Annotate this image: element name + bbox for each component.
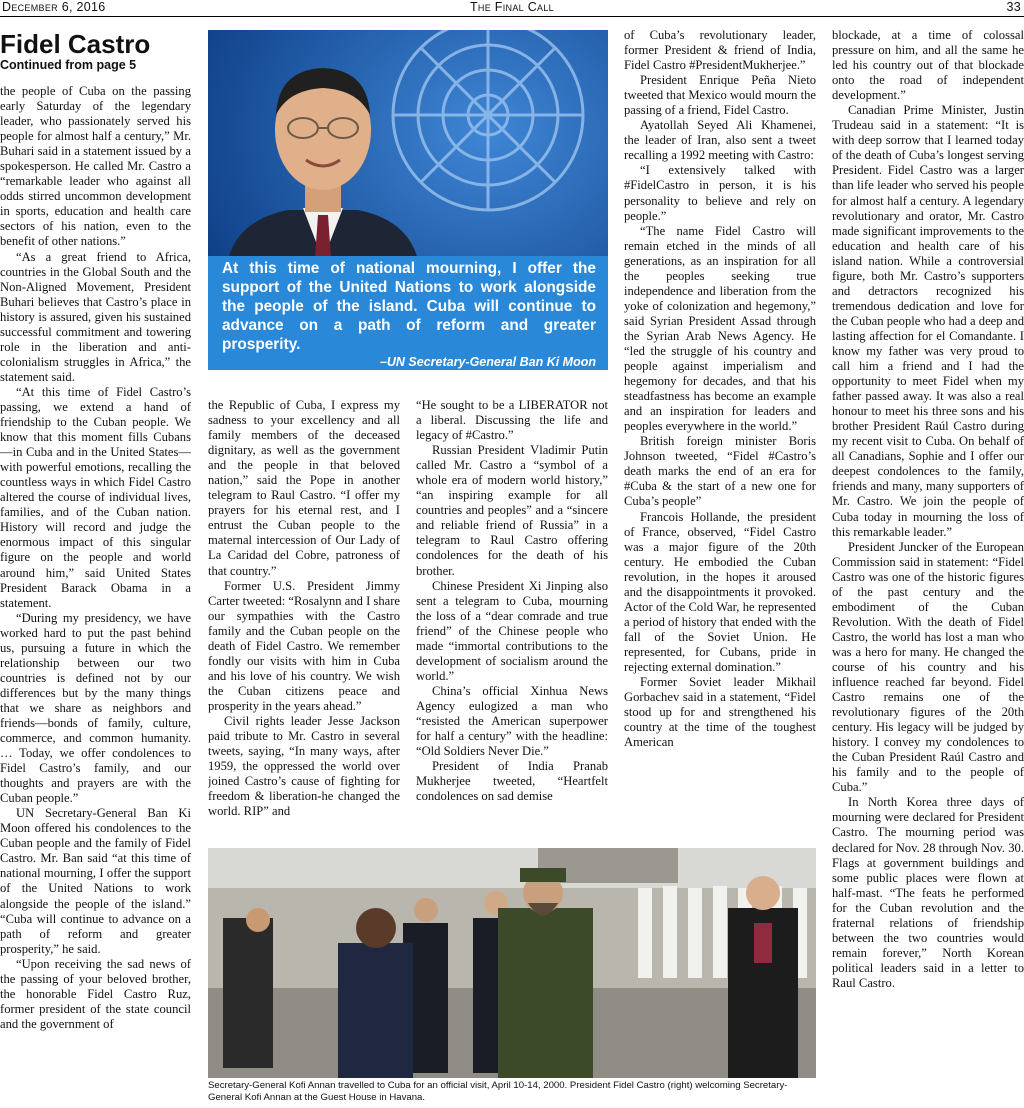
paragraph: “The name Fidel Castro will remain etched in the minds of all generations, as an inspiration for all the peoples seeking true independence and liberation from the yoke of colonization and hegemony,” said Syrian President Assad through the Syrian Arab News Agency. He “led the struggle of his country and people against imperialism and hegemony for decades, and that his steadfastness has become an example and an inspiration for leaders and peoples everywhere in the world.” bbox=[624, 223, 816, 434]
paragraph: “As a great friend to Africa, countries in the Global South and the Non-Aligned Movement, President Buhari believes that Castro’s place in history is assured, given his sustained successful commitment and towering role in the liberation and anti-colonialism struggles in Africa,” the statement said. bbox=[0, 249, 191, 384]
article-column-1 bbox=[0, 84, 191, 1108]
paragraph: Ayatollah Seyed Ali Khamenei, the leader of Iran, also sent a tweet recalling a 1992 meeting with Castro: bbox=[624, 118, 816, 163]
paragraph: Canadian Prime Minister, Justin Trudeau said in a statement: “It is with deep sorrow that I learned today of the death of Cuba’s longest serving President. Fidel Castro was a larger than life leader who served his people for almost half a century. A legendary revolutionary and orator, Mr. Castro made significant improvements to the education and health care of his island nation. While a controversial figure, both Mr. Castro’s supporters and detractors recognized his tremendous dedication and love for the Cuban people who had a deep and lasting affection for el Comandante. I know my father was very proud to call him a friend and I had the opportunity to meet Fidel when my father passed away. It was also a real honour to meet his three sons and his brother President Raúl Castro during my recent visit to Cuba. On behalf of all Canadians, Sophie and I offer our deepest condolences to the family, friends and many, many supporters of Mr. Castro. We join the people of Cuba today in mourning the loss of this remarkable leader.” bbox=[832, 103, 1024, 539]
pull-quote-text: At this time of national mourning, I offer the support of the United Nations to work alongside the people of the island. Cuba will continue to advance on a path of reform and greater prosperity. bbox=[222, 260, 596, 353]
article-column-4 bbox=[624, 28, 816, 842]
paragraph: the people of Cuba on the passing early Saturday of the legendary leader, who passionately served his people for almost half a century,” Mr. Buhari said in a statement issued by a spokesperson. He called Mr. Castro a “remarkable leader who against all odds stirred uncommon development in sports, education and health care sectors of his nation, even to the benefit of other nations.” bbox=[0, 84, 191, 249]
issue-date: December 6, 2016 bbox=[2, 0, 106, 14]
paragraph: China’s official Xinhua News Agency eulogized a man who “resisted the American superpower for half a century” with the headline: “Old Soldiers Never Die.” bbox=[416, 683, 608, 759]
paragraph: blockade, at a time of colossal pressure on him, and all the same he led his country out of that blockade onto the road of independent development.” bbox=[832, 28, 1024, 103]
article-column-3 bbox=[416, 398, 608, 842]
paragraph: Former U.S. President Jimmy Carter tweeted: “Rosalynn and I share our sympathies with the Castro family and the Cuban people on the death of Fidel Castro. We remember fondly our visits with him in Cuba and his love of his country. We wish the Cuban citizens peace and prosperity in the years ahead.” bbox=[208, 578, 400, 713]
paragraph: President of India Pranab Mukherjee tweeted, “Heartfelt condolences on sad demise bbox=[416, 759, 608, 804]
pull-quote-box bbox=[208, 256, 608, 370]
welcome-scene-illustration bbox=[208, 848, 816, 1078]
paragraph: In North Korea three days of mourning were declared for President Castro. The mourning period was declared for Nov. 28 through Nov. 30. Flags at government buildings and some public places were flown at half-mast. “The feats he performed for the Cuban revolution and the fraternal relations of friendship between the two countries would remain forever,” North Korean political leaders said in a letter to Raul Castro. bbox=[832, 795, 1024, 990]
page-header bbox=[0, 0, 1024, 17]
paragraph: “At this time of Fidel Castro’s passing, we extend a hand of friendship to the Cuban people. We know that this moment fills Cubans—in Cuba and in the United States—with powerful emotions, recalling the countless ways in which Fidel Castro altered the course of individual lives, families, and of the Cuban nation. History will record and judge the enormous impact of this singular figure on the people and world around him,” said United States President Barack Obama in a statement. bbox=[0, 384, 191, 610]
pull-quote-attribution: –UN Secretary-General Ban Ki Moon bbox=[379, 355, 596, 369]
paragraph: “He sought to be a LIBERATOR not a liberal. Discussing the life and legacy of #Castro.” bbox=[416, 398, 608, 443]
paragraph: the Republic of Cuba, I express my sadness to your excellency and all family members of the deceased dignitary, as well as the government and the people in that beloved nation,” said the Pope in another telegram to Raul Castro. “I offer my prayers for his eternal rest, and I entrust the Cuban people to the maternal intercession of Our Lady of La Caridad del Cobre, patroness of that country.” bbox=[208, 398, 400, 578]
article-title: Fidel Castro bbox=[0, 29, 151, 59]
castro-annan-photo bbox=[208, 848, 816, 1078]
paragraph: “Upon receiving the sad news of the passing of your beloved brother, the honorable Fidel Castro Ruz, former president of the state council and the government of bbox=[0, 956, 191, 1031]
paragraph: “During my presidency, we have worked hard to put the past behind us, pursuing a future in which the relationship between our two countries is defined not by our differences but by the many things that we share as neighbors and friends—bonds of family, culture, commerce, and common humanity. … Today, we offer condolences to Fidel Castro’s family, and our thoughts and prayers are with the Cuban people.” bbox=[0, 610, 191, 806]
paragraph: Chinese President Xi Jinping also sent a telegram to Cuba, mourning the loss of a “dear comrade and true friend” of the Chinese people who made “immortal contributions to the development of socialism around the world.” bbox=[416, 578, 608, 683]
continued-note: Continued from page 5 bbox=[0, 58, 137, 72]
paragraph: Former Soviet leader Mikhail Gorbachev said in a statement, “Fidel stood up for and strengthened his country at the time of the toughest American bbox=[624, 675, 816, 750]
paragraph: “I extensively talked with #FidelCastro in person, it is his personality to believe and rely on people.” bbox=[624, 163, 816, 223]
paragraph: President Juncker of the European Commission said in statement: “Fidel Castro was one of the historic figures of the past century and the embodiment of the Cuban Revolution. With the death of Fidel Castro, the world has lost a man who was a hero for many. He changed the course of his country and his influence reached far beyond. Fidel Castro remains one of the revolutionary figures of the 20th century. His legacy will be judged by history. I convey my condolences to the Cuban President Raúl Castro and his family and to the people of Cuba.” bbox=[832, 539, 1024, 795]
paragraph: President Enrique Peña Nieto tweeted that Mexico would mourn the passing of a friend, Fidel Castro. bbox=[624, 73, 816, 118]
paragraph: Francois Hollande, the president of France, observed, “Fidel Castro was a major figure of the 20th century. He embodied the Cuban revolution, in the hopes it aroused and the disappointments it provoked. Actor of the Cold War, he represented a period of history that ended with the fall of the Soviet Union. He represented, for Cubans, pride in rejecting external domination.” bbox=[624, 509, 816, 674]
paragraph: Civil rights leader Jesse Jackson paid tribute to Mr. Castro in several tweets, saying, “In many ways, after 1959, the oppressed the world over joined Castro’s cause of fighting for freedom & liberation-he changed the world. RIP” and bbox=[208, 713, 400, 819]
publication-name: The Final Call bbox=[470, 0, 554, 14]
article-column-2 bbox=[208, 398, 400, 842]
paragraph: British foreign minister Boris Johnson tweeted, “Fidel #Castro’s death marks the end of an era for #Cuba & the start of a new one for Cuba’s people” bbox=[624, 434, 816, 509]
paragraph: Russian President Vladimir Putin called Mr. Castro a “symbol of a whole era of modern world history,” “an inspiring example for all countries and peoples” and a “sincere and reliable friend of Russia” in a telegram to Raul Castro offering condolences for the death of his brother. bbox=[416, 443, 608, 578]
photographer bbox=[223, 908, 273, 1068]
photo-caption: Secretary-General Kofi Annan travelled to Cuba for an official visit, April 10-14, 2000. President Fidel Castro (right) welcoming Secretary-General Kofi Annan at the Guest House in Havana. bbox=[208, 1080, 788, 1103]
article-column-5 bbox=[832, 28, 1024, 1108]
paragraph: of Cuba’s revolutionary leader, former President & friend of India, Fidel Castro #PresidentMukherjee.” bbox=[624, 28, 816, 73]
paragraph: UN Secretary-General Ban Ki Moon offered his condolences to the Cuban people and the family of Fidel Castro. Mr. Ban said “at this time of national mourning, I offer the support of the United Nations to work alongside the people of the island.” “Cuba will continue to advance on a path of reform and greater prosperity,” he said. bbox=[0, 806, 191, 956]
page-number: 33 bbox=[1006, 0, 1021, 14]
